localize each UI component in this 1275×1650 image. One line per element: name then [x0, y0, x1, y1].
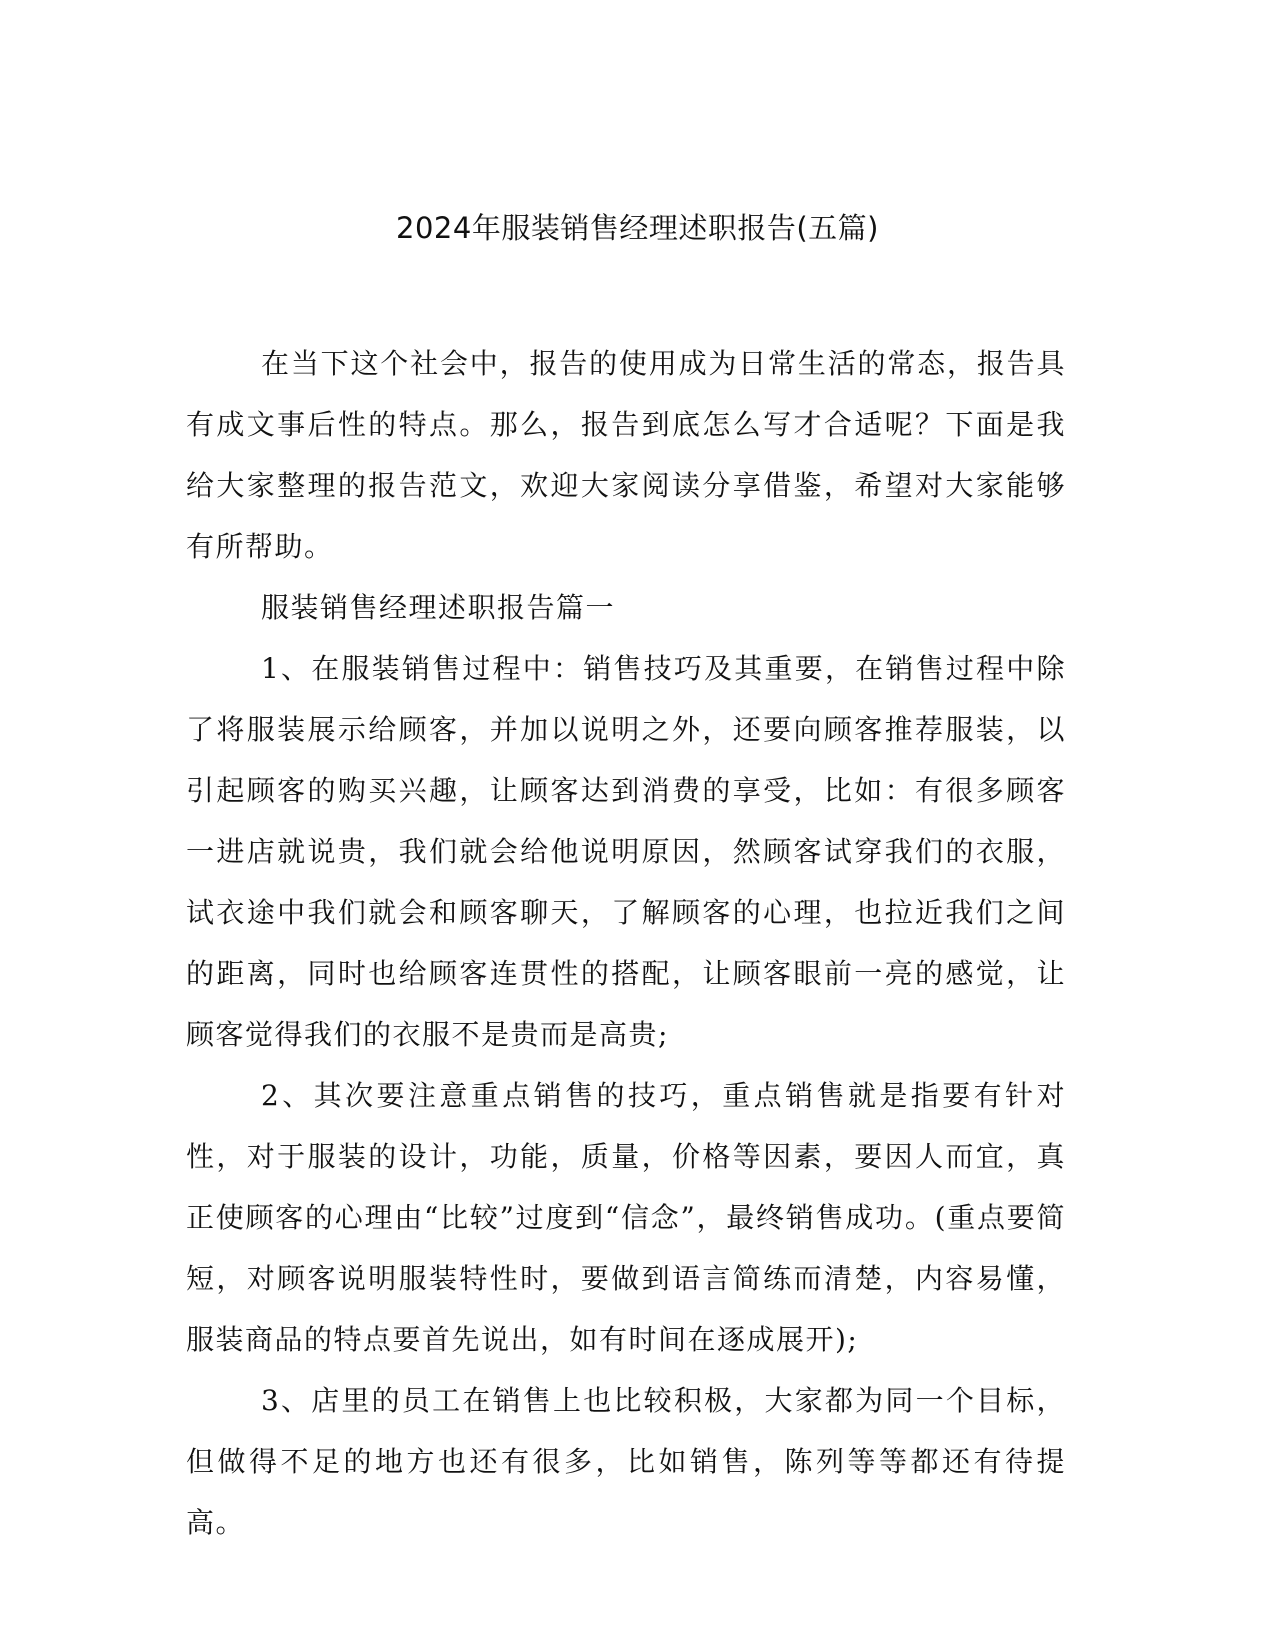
section-heading: 服装销售经理述职报告篇一 — [261, 591, 616, 624]
document-title: 2024年服装销售经理述职报告(五篇) — [396, 211, 879, 245]
body-paragraph-1: 1、在服装销售过程中：销售技巧及其重要，在销售过程中除了将服装展示给顾客，并加以说明之外，还要向顾客推荐服装，以引起顾客的购买兴趣，让顾客达到消费的享受，比如：有很多顾客一进店就说贵，我们就会给他说明原因，然顾客试穿我们的衣服，试衣途中我们就会和顾客聊天，了解顾客的心理，也拉近我们之间的距离，同时也给顾客连贯性的搭配，让顾客眼前一亮的感觉，让顾客觉得我们的衣服不是贵而是高贵; — [186, 652, 1066, 1051]
body-paragraph-2: 2、其次要注意重点销售的技巧，重点销售就是指要有针对性，对于服装的设计，功能，质量，价格等因素，要因人而宜，真正使顾客的心理由“比较”过度到“信念”，最终销售成功。(重点要简短，对顾客说明服装特性时，要做到语言简练而清楚，内容易懂，服装商品的特点要首先说出，如有时间在逐成展开); — [186, 1079, 1066, 1356]
intro-paragraph: 在当下这个社会中，报告的使用成为日常生活的常态，报告具有成文事后性的特点。那么，报告到底怎么写才合适呢？下面是我给大家整理的报告范文，欢迎大家阅读分享借鉴，希望对大家能够有所帮助。 — [186, 347, 1066, 563]
document-body — [186, 333, 1066, 1553]
body-paragraph-3: 3、店里的员工在销售上也比较积极，大家都为同一个目标，但做得不足的地方也还有很多，比如销售，陈列等等都还有待提高。 — [186, 1384, 1066, 1539]
